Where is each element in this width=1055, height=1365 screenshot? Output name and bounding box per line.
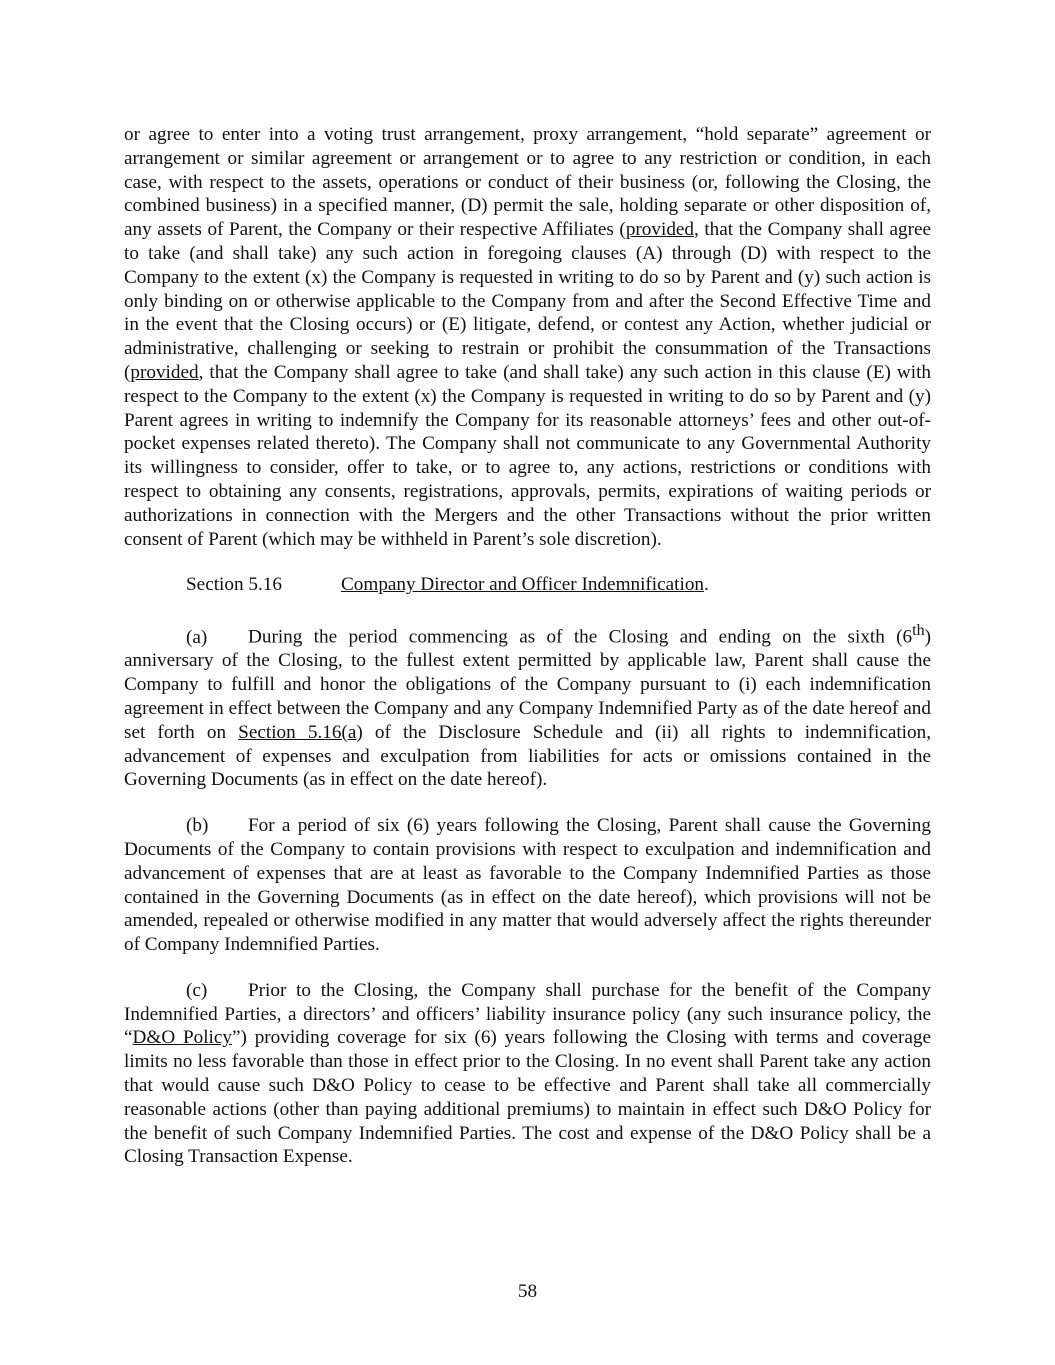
page-number: 58 <box>517 1281 538 1302</box>
paragraph-text: or agree to enter into a voting trust arrangement, proxy arrangement, “hold separate” agreement or arrangement or similar agreement or arrangement or to agree to any restriction or condition, in each case, with respect to the assets, operations or conduct of their business (or, following the Closing, the combined business) in a specified manner, (D) permit the sale, holding separate or other disposition of, any assets of Parent, the Company or their respective Affiliates ( <box>124 124 931 241</box>
paragraph-text: Prior to the Closing, the Company shall purchase for the benefit of the Company Indemnified Parties, a directors’ and officers’ liability insurance policy (any such insurance policy, the “ <box>124 979 931 1049</box>
paragraph-text: , that the Company shall agree to take (and shall take) any such action in foregoing clauses (A) through (D) with respect to the Company to the extent (x) the Company is requested in writing to do so by Parent and (y) such action is only binding on or otherwise applicable to the Company from and after the Second Effective Time and in the event that the Closing occurs) or (E) litigate, defend, or contest any Action, whether judicial or administrative, challenging or seeking to restrain or prohibit the consummation of the Transactions ( <box>124 219 931 383</box>
paragraph-c <box>124 979 931 1169</box>
section-title-period: . <box>704 574 709 596</box>
defined-term-do-policy: D&O Policy <box>132 1027 232 1049</box>
underlined-term-provided: provided <box>625 219 695 241</box>
paragraph-text: ) anniversary of the Closing, to the fullest extent permitted by applicable law, Parent shall cause the Company to fulfill and honor the obligations of the Company pursuant to (i) each indemnification agreement in effect between the Company and any Company Indemnified Party as of the date hereof and set forth on <box>124 626 931 743</box>
paragraph-text: For a period of six (6) years following the Closing, Parent shall cause the Governing Documents of the Company to contain provisions with respect to exculpation and indemnification and advancement of expenses that are at least as favorable to the Company Indemnified Parties as those contained in the Governing Documents (as in effect on the date hereof), which provisions will not be amended, repealed or otherwise modified in any matter that would adversely affect the rights thereunder of Company Indemnified Parties. <box>124 815 931 956</box>
paragraph-a <box>124 619 931 792</box>
paragraph-text: of the Disclosure Schedule and (ii) all rights to indemnification, advancement of expenses and exculpation from liabilities for acts or omissions contained in the Governing Documents (as in effect on the date hereof). <box>124 721 931 791</box>
item-label: (c) <box>186 979 208 1001</box>
item-label: (b) <box>186 815 209 837</box>
underlined-term-provided: provided <box>130 361 199 383</box>
paragraph-text: , that the Company shall agree to take (and shall take) any such action in this clause (E) with respect to the Company to the extent (x) the Company is requested in writing to do so by Parent and (y) Parent agrees in writing to indemnify the Company for its reasonable attorneys’ fees and other out-of-pocket expenses related thereto). The Company shall not communicate to any Governmental Authority its willingness to consider, offer to take, or to agree to, any actions, restrictions or conditions with respect to obtaining any consents, registrations, approvals, permits, expirations of waiting periods or authorizations in connection with the Mergers and the other Transactions without the prior written consent of Parent (which may be withheld in Parent’s sole discretion). <box>124 361 931 550</box>
section-reference: Section 5.16(a) <box>238 721 363 743</box>
section-heading <box>124 573 931 597</box>
paragraph-text: ”) providing coverage for six (6) years following the Closing with terms and coverage limits no less favorable than those in effect prior to the Closing. In no event shall Parent take any action that would cause such D&O Policy to cease to be effective and Parent shall take all commercially reasonable actions (other than paying additional premiums) to maintain in effect such D&O Policy for the benefit of such Company Indemnified Parties. The cost and expense of the D&O Policy shall be a Closing Transaction Expense. <box>124 1027 931 1168</box>
ordinal-superscript: th <box>912 622 925 640</box>
section-title: Company Director and Officer Indemnification <box>341 574 705 596</box>
paragraph-continuation <box>124 123 931 551</box>
section-number: Section 5.16 <box>186 574 282 596</box>
document-page <box>124 123 931 1169</box>
paragraph-text: During the period commencing as of the Closing and ending on the sixth (6 <box>248 626 913 648</box>
item-label: (a) <box>186 626 208 648</box>
paragraph-b <box>124 814 931 957</box>
